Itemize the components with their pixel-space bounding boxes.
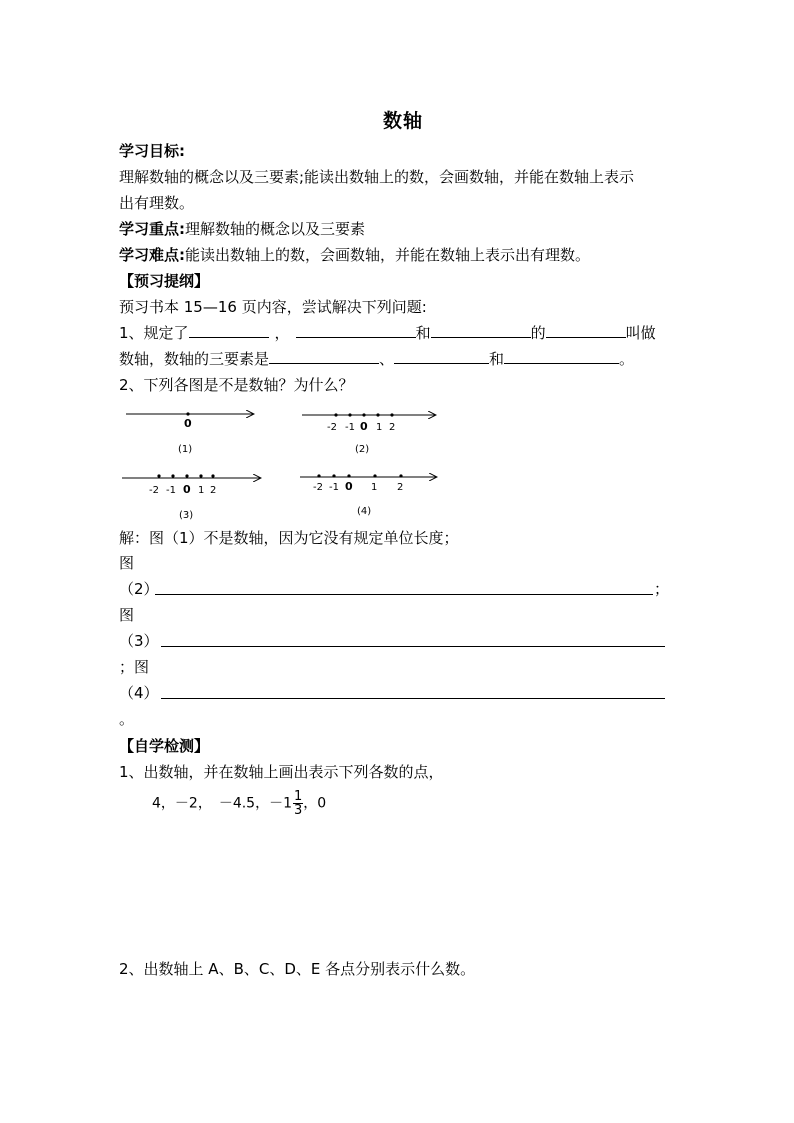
figure-3-label: 1	[198, 485, 205, 496]
solution-line: 解：图（1）不是数轴，因为它没有规定单位长度；	[119, 529, 459, 547]
self-test-heading: 【自学检测】	[119, 737, 210, 755]
figure-2-point	[334, 413, 337, 416]
figure-4	[300, 474, 437, 517]
figure-1-caption: (1)	[178, 444, 193, 455]
figure-1-label-0: 0	[184, 417, 192, 430]
question-2: 2、下列各图是不是数轴？为什么？	[119, 376, 354, 394]
figure-3-label: 2	[210, 485, 217, 496]
page-title: 数轴	[383, 110, 424, 132]
figure-4-caption: (4)	[357, 506, 372, 517]
q1-line2-prefix: 数轴，数轴的三要素是	[119, 350, 270, 368]
objective-line-1: 理解数轴的概念以及三要素;能读出数轴上的数，会画数轴，并能在数轴上表示	[119, 168, 635, 186]
q1-of: 的	[530, 324, 546, 342]
figure-2-label: -2	[327, 422, 337, 433]
figure-4-point	[332, 474, 335, 477]
fraction-one-third	[293, 790, 303, 817]
item-2-label: （2）	[119, 580, 159, 598]
item-2-end: ；	[654, 580, 670, 598]
figure-4-label: -2	[313, 482, 323, 493]
item-4-label: （4）	[119, 684, 159, 702]
figure-4-point	[399, 474, 402, 477]
figure-4-point	[317, 474, 320, 477]
figure-2-caption: (2)	[355, 444, 370, 455]
q1-dun: 、	[379, 350, 395, 368]
numbers-part-1: 4，－2， －4.5，－1	[152, 795, 292, 812]
answer-line-2[interactable]	[155, 594, 653, 595]
figure-2-label: 0	[360, 420, 368, 433]
figure-2-point	[362, 413, 365, 416]
preview-heading: 【预习提纲】	[119, 272, 210, 290]
self-test-q2: 2、出数轴上 A、B、C、D、E 各点分别表示什么数。	[119, 960, 476, 978]
figure-3-point	[157, 474, 160, 477]
figure-3-point	[171, 474, 174, 477]
numbers-to-plot	[152, 790, 326, 817]
q1-comma: ，	[274, 324, 290, 342]
figure-4-point	[347, 474, 350, 477]
figure-2	[302, 413, 436, 455]
preview-intro: 预习书本 15—16 页内容，尝试解决下列问题:	[119, 298, 427, 316]
item-3-end: ；图	[119, 658, 150, 676]
figure-3-label: 0	[183, 483, 191, 496]
item-3-label: （3）	[119, 632, 159, 650]
figure-3-label: -2	[149, 485, 159, 496]
figure-2-point	[348, 413, 351, 416]
tu-label-2: 图	[119, 606, 135, 624]
figure-4-label: 2	[397, 482, 404, 493]
figure-2-label: -1	[345, 422, 355, 433]
numbers-part-2: ，0	[303, 795, 327, 812]
figure-2-point	[390, 413, 393, 416]
figure-2-point	[376, 413, 379, 416]
difficulty-text: 能读出数轴上的数，会画数轴，并能在数轴上表示出有理数。	[185, 246, 591, 264]
key-point-heading: 学习重点:	[119, 220, 185, 238]
figure-3-label: -1	[166, 485, 176, 496]
tu-label-1: 图	[119, 554, 135, 572]
figure-3-caption: (3)	[179, 510, 194, 521]
fraction-denominator: 3	[294, 803, 303, 818]
figure-2-label: 2	[389, 422, 396, 433]
q1-and-1: 和	[415, 324, 431, 342]
item-4-end: 。	[119, 710, 135, 728]
figure-3-point	[185, 474, 188, 477]
figure-3	[122, 474, 261, 521]
objective-heading-label: 学习目标:	[119, 142, 185, 160]
figure-2-label: 1	[376, 422, 383, 433]
self-test-q1: 1、出数轴，并在数轴上画出表示下列各数的点，	[119, 763, 444, 781]
q1-end: 。	[619, 350, 635, 368]
figure-4-label: -1	[329, 482, 339, 493]
fraction-numerator: 1	[294, 789, 303, 804]
q1-called: 叫做	[625, 324, 656, 342]
figure-4-point	[373, 474, 376, 477]
answer-line-4[interactable]	[161, 698, 665, 699]
q1-prefix: 1、规定了	[119, 324, 189, 342]
difficulty-heading: 学习难点:	[119, 246, 185, 264]
q1-and-2: 和	[489, 350, 505, 368]
answer-line-3[interactable]	[161, 646, 665, 647]
figure-1	[126, 412, 254, 455]
figure-4-label: 1	[371, 482, 378, 493]
figure-1-point	[186, 412, 189, 415]
figure-4-label: 0	[345, 480, 353, 493]
objective-line-2: 出有理数。	[119, 194, 195, 212]
key-point-text: 理解数轴的概念以及三要素	[185, 220, 366, 238]
figure-3-point	[211, 474, 214, 477]
figure-3-point	[199, 474, 202, 477]
